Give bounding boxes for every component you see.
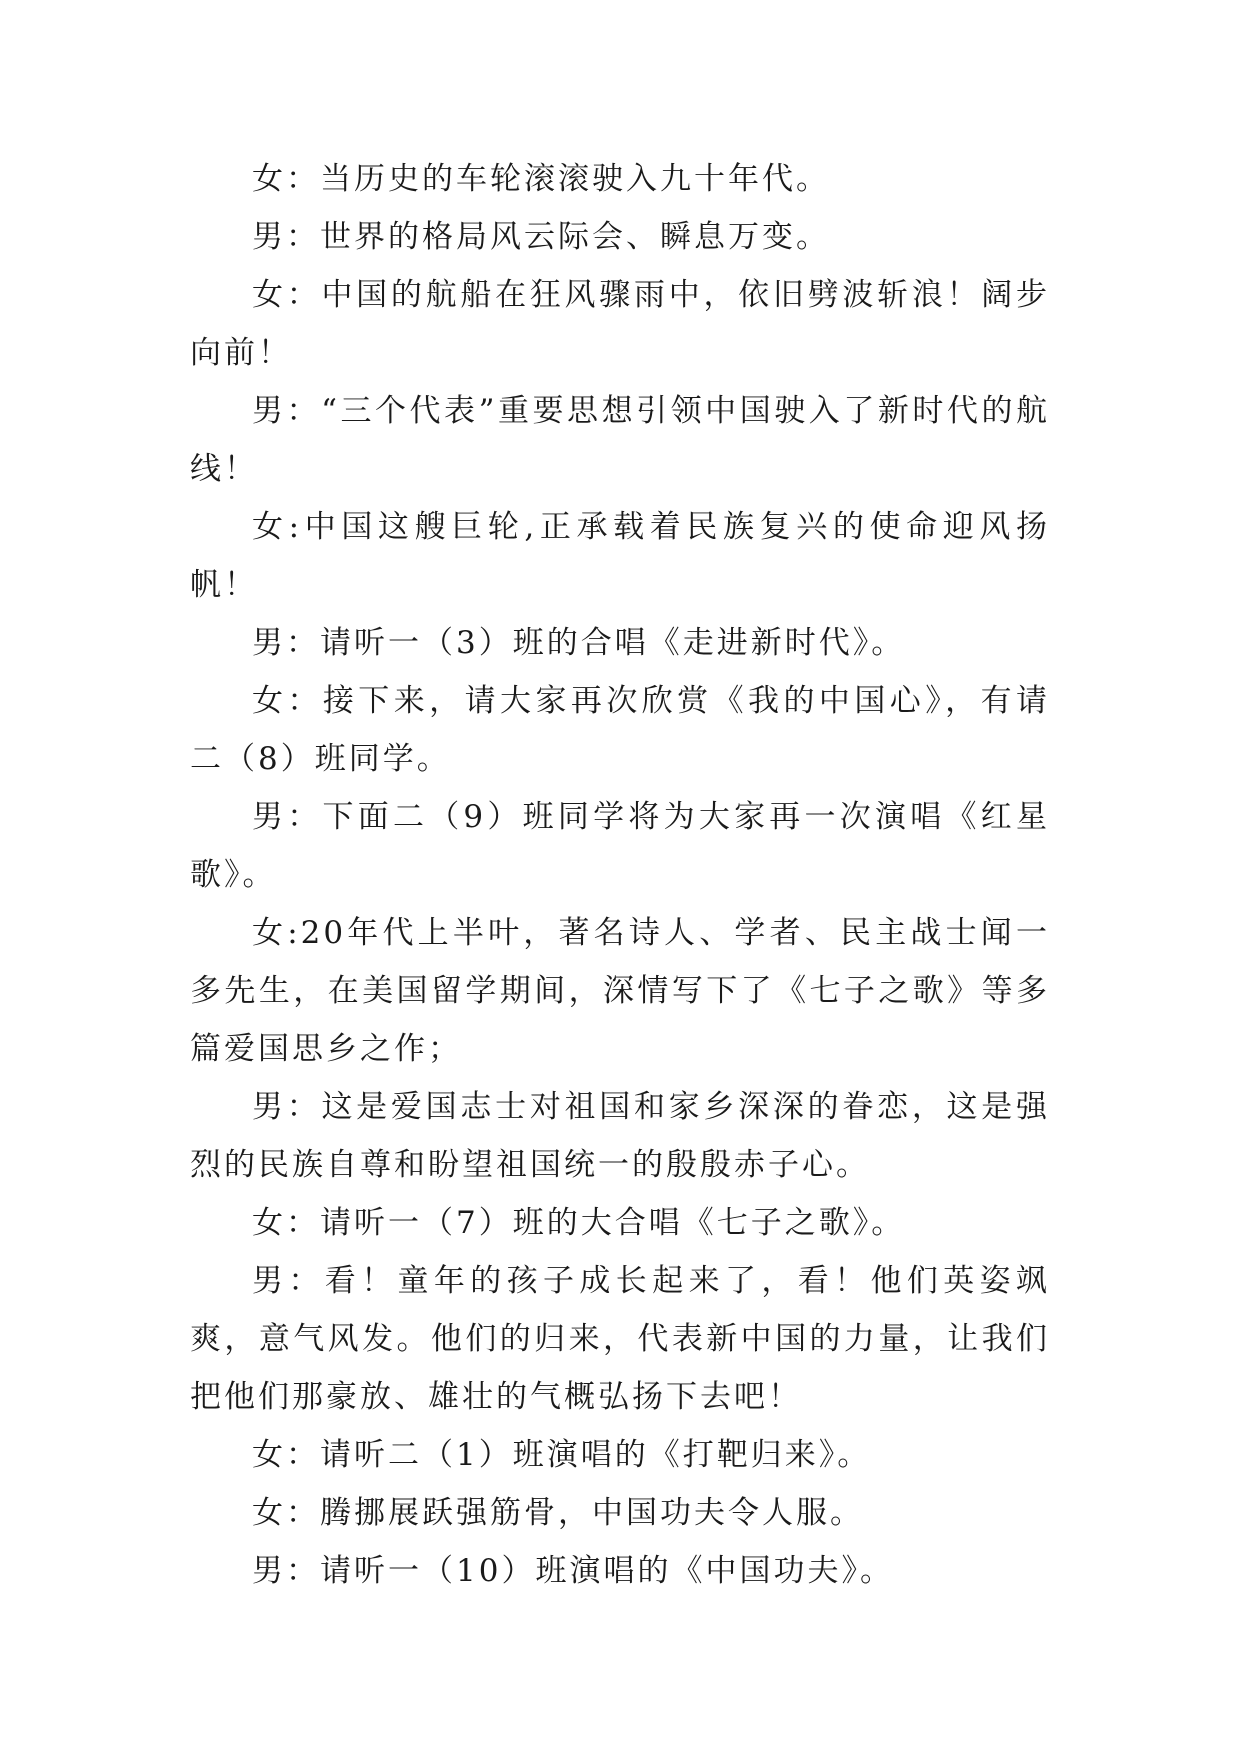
paragraph-2: 男：世界的格局风云际会、瞬息万变。 [252,219,830,255]
paragraph-10: 男：这是爱国志士对祖国和家乡深深的眷恋，这是强烈的民族自尊和盼望祖国统一的殷殷赤子心。 [190,1089,1050,1183]
paragraph-3: 女：中国的航船在狂风骤雨中，依旧劈波斩浪！阔步向前！ [190,277,1050,371]
paragraph-15: 男：请听一（10）班演唱的《中国功夫》。 [252,1553,894,1589]
paragraph-12: 男：看！童年的孩子成长起来了，看！他们英姿飒爽，意气风发。他们的归来，代表新中国的力量，让我们把他们那豪放、雄壮的气概弘扬下去吧！ [190,1263,1050,1415]
paragraph-13: 女：请听二（1）班演唱的《打靶归来》。 [252,1437,872,1473]
paragraph-14: 女：腾挪展跃强筋骨，中国功夫令人服。 [252,1495,864,1531]
paragraph-1: 女：当历史的车轮滚滚驶入九十年代。 [252,161,830,197]
document-page [190,150,1050,1600]
paragraph-6: 男：请听一（3）班的合唱《走进新时代》。 [252,625,906,661]
paragraph-5: 女:中国这艘巨轮,正承载着民族复兴的使命迎风扬帆！ [190,509,1050,603]
paragraph-9: 女:20年代上半叶，著名诗人、学者、民主战士闻一多先生，在美国留学期间，深情写下了《七子之歌》等多篇爱国思乡之作； [190,915,1050,1067]
paragraph-8: 男：下面二（9）班同学将为大家再一次演唱《红星歌》。 [190,799,1050,893]
paragraph-4: 男：“三个代表”重要思想引领中国驶入了新时代的航线！ [190,393,1050,487]
paragraph-7: 女：接下来，请大家再次欣赏《我的中国心》，有请二（8）班同学。 [190,683,1050,777]
paragraph-11: 女：请听一（7）班的大合唱《七子之歌》。 [252,1205,906,1241]
